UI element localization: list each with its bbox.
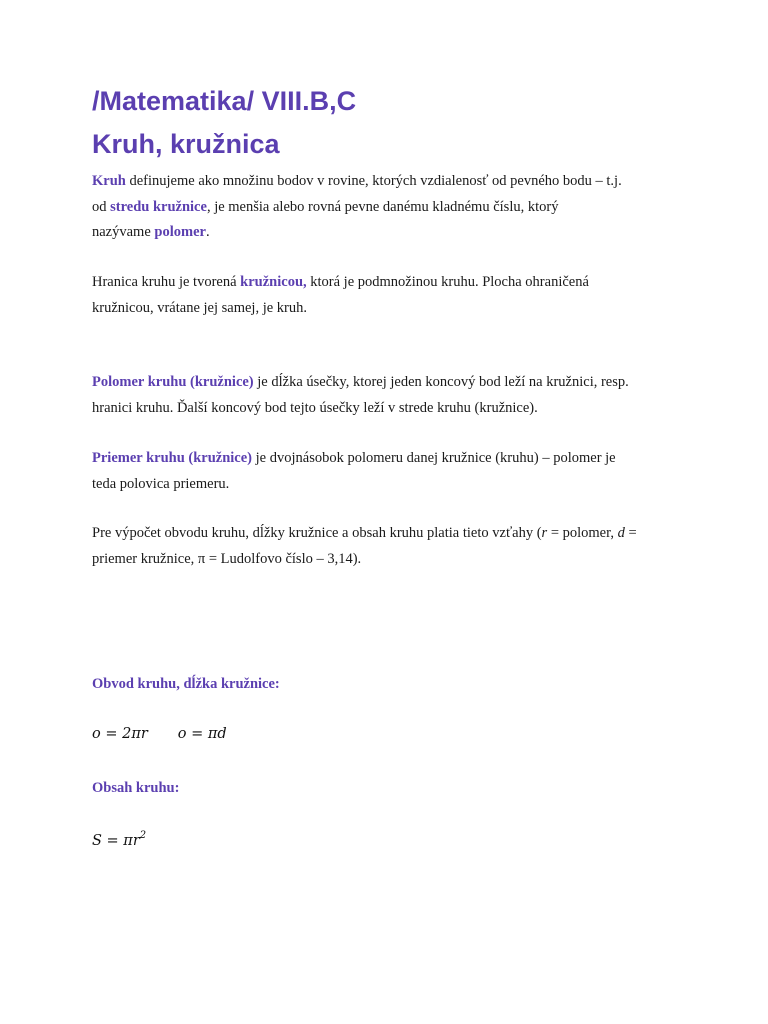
text: = — [624, 525, 637, 541]
text: je dĺžka úsečky, ktorej jeden koncový bod leží na kružnici, resp. — [253, 374, 629, 390]
variable-d: d — [617, 525, 625, 541]
term-priemer-kruhu: Priemer kruhu (kružnice) — [92, 450, 253, 466]
variable-r: r — [541, 525, 548, 541]
paragraph-definition — [92, 169, 692, 246]
text: Hranica kruhu je tvorená — [92, 274, 241, 290]
formula-obsah-exponent: 2 — [139, 830, 147, 841]
heading-obvod: Obvod kruhu, dĺžka kružnice: — [92, 676, 280, 692]
term-kruznicou: kružnicou, — [240, 274, 307, 290]
text: Pre výpočet obvodu kruhu, dĺžky kružnice a obsah kruhu platia tieto vzťahy ( — [92, 525, 542, 541]
text: od — [92, 198, 111, 215]
formula-obvod-diameter: o = πd — [177, 726, 227, 742]
text: ktorá je podmnožinou kruhu. Plocha ohraničená — [306, 274, 589, 290]
text: nazývame — [92, 224, 155, 240]
text: kružnicou, vrátane jej samej, je kruh. — [92, 299, 308, 316]
term-polomer-kruhu: Polomer kruhu (kružnice) — [92, 374, 254, 390]
text: . — [205, 224, 210, 240]
heading-obsah: Obsah kruhu: — [92, 780, 180, 796]
paragraph-hranica — [92, 270, 692, 321]
text: priemer kružnice, π = Ludolfovo číslo – 3,14). — [92, 550, 362, 567]
term-kruh: Kruh — [92, 173, 126, 189]
paragraph-priemer — [92, 446, 692, 497]
paragraph-vzorce-uvod — [92, 521, 692, 572]
formula-obvod — [92, 726, 227, 742]
subject-title: /Matematika/ VIII.B,C — [92, 86, 357, 116]
term-stredu-kruznice: stredu kružnice — [110, 198, 207, 215]
paragraph-polomer — [92, 370, 692, 421]
formula-obsah — [92, 830, 146, 849]
formula-obsah-base: S = πr — [92, 833, 140, 849]
text: teda polovica priemeru. — [92, 475, 230, 492]
text: je dvojnásobok polomeru danej kružnice (kruhu) – polomer je — [252, 450, 616, 466]
text: , je menšia alebo rovná pevne danému kladnému číslu, ktorý — [206, 198, 559, 215]
term-polomer: polomer — [154, 224, 206, 240]
text: definujeme ako množinu bodov v rovine, ktorých vzdialenosť od pevného bodu – t.j. — [125, 173, 622, 189]
text: = polomer, — [547, 525, 618, 541]
formula-obvod-radius: o = 2πr — [92, 726, 148, 742]
topic-title: Kruh, kružnica — [92, 129, 280, 159]
text: hranici kruhu. Ďalší koncový bod tejto úsečky leží v strede kruhu (kružnice). — [92, 399, 538, 416]
